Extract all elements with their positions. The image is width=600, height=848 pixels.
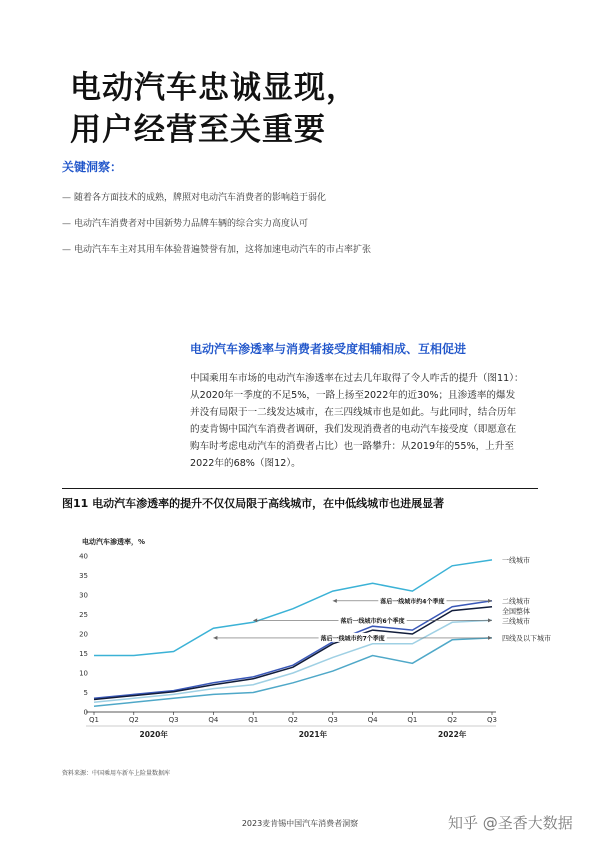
y-tick-label: 5 <box>83 689 88 697</box>
x-tick-label: Q2 <box>128 716 139 724</box>
y-tick-label: 30 <box>79 591 88 600</box>
y-tick-label: 35 <box>79 572 88 580</box>
dash-bullet: — <box>62 219 71 229</box>
y-tick-label: 15 <box>79 650 88 658</box>
section-heading: 电动汽车渗透率与消费者接受度相辅相成、互相促进 <box>190 342 467 356</box>
figure-source: 资料来源：中国乘用车新车上险量数据库 <box>62 770 171 777</box>
figure-rule <box>62 488 538 489</box>
dash-bullet: — <box>62 245 71 255</box>
annotation-arrowhead <box>488 599 492 603</box>
watermark: 知乎 @圣香大数据 <box>448 814 573 832</box>
paragraph-line: 并没有局限于一二线发达城市，在三四线城市也是如此。与此同时，结合历年 <box>190 407 517 418</box>
x-tick-label: Q3 <box>327 716 338 724</box>
key-finding-item <box>62 190 326 203</box>
paragraph-line: 的麦肯锡中国汽车消费者调研，我们发现消费者的电动汽车接受度（即愿意在 <box>190 424 517 435</box>
series-label: 四线及以下城市 <box>502 634 551 643</box>
page-title-line-2: 用户经营至关重要 <box>70 112 326 148</box>
page-footer: 2023麦肯锡中国汽车消费者洞察 <box>241 819 359 828</box>
annotation-arrowhead <box>213 636 217 640</box>
key-finding-item <box>62 216 308 229</box>
key-finding-text: 随着各方面技术的成熟，牌照对电动汽车消费者的影响趋于弱化 <box>74 193 327 203</box>
paragraph-line: 2022年的68%（图12）。 <box>190 458 301 469</box>
series-line <box>94 560 492 656</box>
paragraph-line: 从2020年一季度的不足5%，一路上扬至2022年的近30%；且渗透率的爆发 <box>190 390 516 401</box>
x-tick-label: Q3 <box>487 716 497 724</box>
annotation-arrowhead <box>333 599 337 603</box>
key-findings-title: 关键洞察： <box>62 160 123 174</box>
y-tick-label: 40 <box>79 552 88 561</box>
y-tick-label: 20 <box>79 630 88 639</box>
year-label: 2021年 <box>298 730 328 739</box>
annotation-arrowhead <box>488 618 492 622</box>
figure-title: 图11 电动汽车渗透率的提升不仅仅局限于高线城市，在中低线城市也进展显著 <box>62 497 445 510</box>
x-tick-label: Q2 <box>447 716 458 724</box>
y-axis-label: 电动汽车渗透率，% <box>82 538 146 546</box>
y-tick-label: 10 <box>79 669 88 678</box>
series-line <box>94 601 492 699</box>
x-tick-label: Q4 <box>208 716 219 724</box>
x-tick-label: Q2 <box>288 716 298 724</box>
paragraph-line: 中国乘用车市场的电动汽车渗透率在过去几年取得了令人咋舌的提升（图11）： <box>190 373 524 384</box>
key-finding-item <box>62 242 371 255</box>
annotation-arrowhead <box>488 636 492 640</box>
x-tick-label: Q1 <box>89 716 99 724</box>
annotation-label: 落后一线城市约7个季度 <box>320 635 385 643</box>
line-chart <box>60 532 560 752</box>
key-finding-text: 电动汽车车主对其用车体验普遍赞誉有加，这将加速电动汽车的市占率扩张 <box>74 245 372 255</box>
year-label: 2022年 <box>438 730 467 739</box>
page-title-line-1: 电动汽车忠诚显现， <box>70 70 358 106</box>
paragraph-line: 购车时考虑电动汽车的消费者占比）也一路攀升：从2019年的55%，上升至 <box>190 441 514 452</box>
year-label: 2020年 <box>139 730 168 739</box>
y-tick-label: 0 <box>83 708 88 717</box>
key-finding-text: 电动汽车消费者对中国新势力品牌车辆的综合实力高度认可 <box>74 219 309 229</box>
y-tick-label: 25 <box>79 611 88 619</box>
dash-bullet: — <box>62 193 71 203</box>
series-label: 二线城市 <box>502 597 530 606</box>
annotation-label: 落后一线城市约4个季度 <box>380 598 445 606</box>
x-tick-label: Q1 <box>407 716 418 724</box>
x-tick-label: Q3 <box>168 716 179 724</box>
x-tick-label: Q1 <box>248 716 259 724</box>
series-line <box>94 620 492 702</box>
series-label: 全国整体 <box>502 607 530 616</box>
annotation-label: 落后一线城市约6个季度 <box>340 617 405 625</box>
series-label: 三线城市 <box>502 617 530 626</box>
series-label: 一线城市 <box>502 556 530 565</box>
x-tick-label: Q4 <box>367 716 378 724</box>
